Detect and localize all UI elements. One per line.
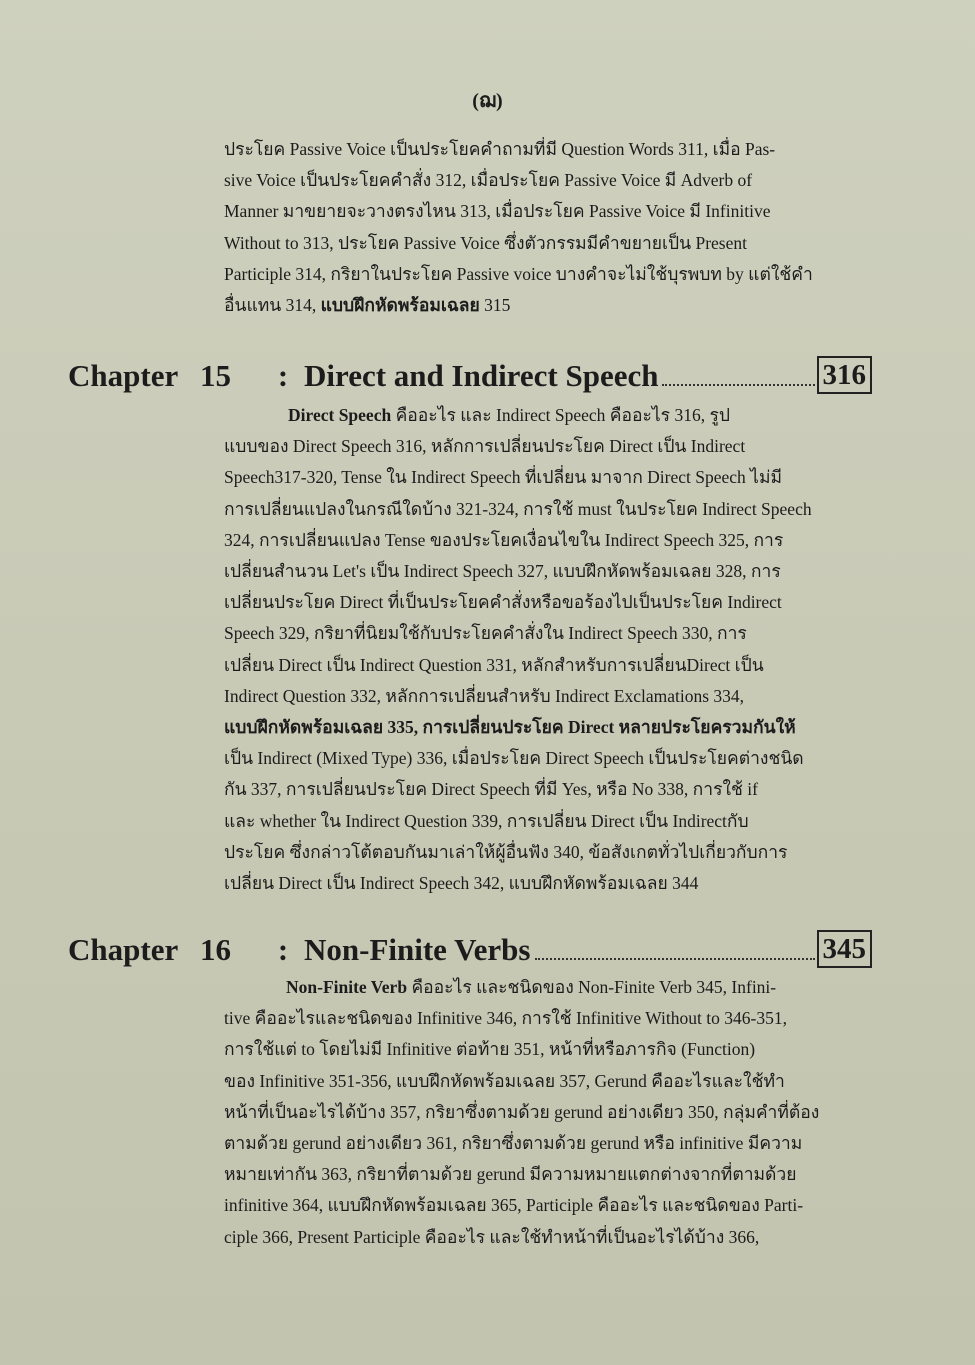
leader-dots <box>535 957 815 960</box>
contents-line: แบบของ Direct Speech 316, หลักการเปลี่ยนประโยค Direct เป็น Indirect <box>224 436 746 457</box>
contents-line: infinitive 364, แบบฝึกหัดพร้อมเฉลย 365, Participle คืออะไร และชนิดของ Parti- <box>224 1195 804 1216</box>
contents-line: เปลี่ยนประโยค Direct ที่เป็นประโยคคำสั่งหรือขอร้องไปเป็นประโยค Indirect <box>224 592 782 613</box>
contents-line: ตามด้วย gerund อย่างเดียว 361, กริยาซึ่งตามด้วย gerund หรือ infinitive มีความ <box>224 1133 803 1154</box>
contents-line: และ whether ใน Indirect Question 339, การเปลี่ยน Direct เป็น Indirectกับ <box>224 810 749 831</box>
chapter-title: Direct and Indirect Speech <box>304 358 659 393</box>
chapter-16-contents <box>224 972 822 1253</box>
intro-line: ประโยค Passive Voice เป็นประโยคคำถามที่มี Question Words 311, เมื่อ Pas- <box>224 139 776 159</box>
chapter-title: Non-Finite Verbs <box>304 932 531 967</box>
chapter-heading-16 <box>68 928 872 968</box>
lead-term: Non-Finite Verb <box>286 977 408 997</box>
chapter-word: Chapter <box>68 932 179 967</box>
intro-line: 315 <box>479 295 511 316</box>
lead-term: Direct Speech <box>288 405 392 425</box>
contents-line: การเปลี่ยนแปลงในกรณีใดบ้าง 321-324, การใช้ must ในประโยค Indirect Speech <box>224 498 812 519</box>
chapter-heading-15 <box>68 354 872 394</box>
contents-line: การใช้แต่ to โดยไม่มี Infinitive ต่อท้าย 351, หน้าที่หรือภารกิจ (Function) <box>224 1039 756 1060</box>
contents-line: 324, การเปลี่ยนแปลง Tense ของประโยคเงื่อนไขใน Indirect Speech 325, การ <box>224 529 784 550</box>
contents-line: คืออะไร และชนิดของ Non-Finite Verb 345, Infini- <box>407 977 777 997</box>
intro-line: sive Voice เป็นประโยคคำสั่ง 312, เมื่อประโยค Passive Voice มี Adverb of <box>224 170 753 191</box>
contents-line: เป็น Indirect (Mixed Type) 336, เมื่อประโยค Direct Speech เป็นประโยคต่างชนิด <box>224 748 804 769</box>
contents-line: แบบฝึกหัดพร้อมเฉลย 335, การเปลี่ยนประโยค Direct หลายประโยครวมกันให้ <box>224 717 796 738</box>
contents-line: tive คืออะไรและชนิดของ Infinitive 346, การใช้ Infinitive Without to 346-351, <box>224 1008 787 1029</box>
chapter-number: 15 <box>200 358 231 393</box>
chapter-15-contents <box>224 400 822 899</box>
chapter-word: Chapter <box>68 358 179 393</box>
chapter-colon: : <box>277 358 289 393</box>
contents-line: กัน 337, การเปลี่ยนประโยค Direct Speech ที่มี Yes, หรือ No 338, การใช้ if <box>224 779 758 800</box>
page-number-label: (ฌ) <box>472 90 503 112</box>
contents-line: คืออะไร และ Indirect Speech คืออะไร 316, รูป <box>391 405 730 425</box>
chapter-colon: : <box>277 932 289 967</box>
contents-line: เปลี่ยน Direct เป็น Indirect Question 331, หลักสำหรับการเปลี่ยนDirect เป็น <box>224 654 764 675</box>
contents-line: ของ Infinitive 351-356, แบบฝึกหัดพร้อมเฉลย 357, Gerund คืออะไรและใช้ทำ <box>224 1070 785 1091</box>
contents-line: เปลี่ยนสำนวน Let's เป็น Indirect Speech 327, แบบฝึกหัดพร้อมเฉลย 328, การ <box>224 561 781 582</box>
intro-paragraph <box>224 134 822 321</box>
contents-line: Speech317-320, Tense ใน Indirect Speech ที่เปลี่ยน มาจาก Direct Speech ไม่มี <box>224 467 783 488</box>
contents-line: หมายเท่ากัน 363, กริยาที่ตามด้วย gerund มีความหมายแตกต่างจากที่ตามด้วย <box>224 1164 797 1185</box>
contents-line: Speech 329, กริยาที่นิยมใช้กับประโยคคำสั่งใน Indirect Speech 330, การ <box>224 623 747 644</box>
chapter-page-number: 316 <box>817 356 873 394</box>
chapter-number: 16 <box>200 932 231 967</box>
contents-line: หน้าที่เป็นอะไรได้บ้าง 357, กริยาซึ่งตามด้วย gerund อย่างเดียว 350, กลุ่มคำที่ต้อง <box>224 1101 820 1122</box>
leader-dots <box>662 383 814 386</box>
contents-line: Indirect Question 332, หลักการเปลี่ยนสำหรับ Indirect Exclamations 334, <box>224 685 745 706</box>
contents-line: ประโยค ซึ่งกล่าวโต้ตอบกันมาเล่าให้ผู้อื่นฟัง 340, ข้อสังเกตทั่วไปเกี่ยวกับการ <box>224 841 788 862</box>
exercise-label: แบบฝึกหัดพร้อมเฉลย <box>320 295 480 316</box>
intro-line: Without to 313, ประโยค Passive Voice ซึ่งตัวกรรมมีคำขยายเป็น Present <box>224 232 747 253</box>
contents-line: ciple 366, Present Participle คืออะไร และใช้ทำหน้าที่เป็นอะไรได้บ้าง 366, <box>224 1226 760 1247</box>
intro-line: Manner มาขยายจะวางตรงไหน 313, เมื่อประโยค Passive Voice มี Infinitive <box>224 201 771 222</box>
intro-line: อื่นแทน 314, <box>224 295 321 316</box>
contents-line: เปลี่ยน Direct เป็น Indirect Speech 342, แบบฝึกหัดพร้อมเฉลย 344 <box>224 873 699 894</box>
intro-line: Participle 314, กริยาในประโยค Passive voice บางคำจะไม่ใช้บุรพบท by แต่ใช้คำ <box>224 263 813 284</box>
chapter-page-number: 345 <box>817 930 873 968</box>
